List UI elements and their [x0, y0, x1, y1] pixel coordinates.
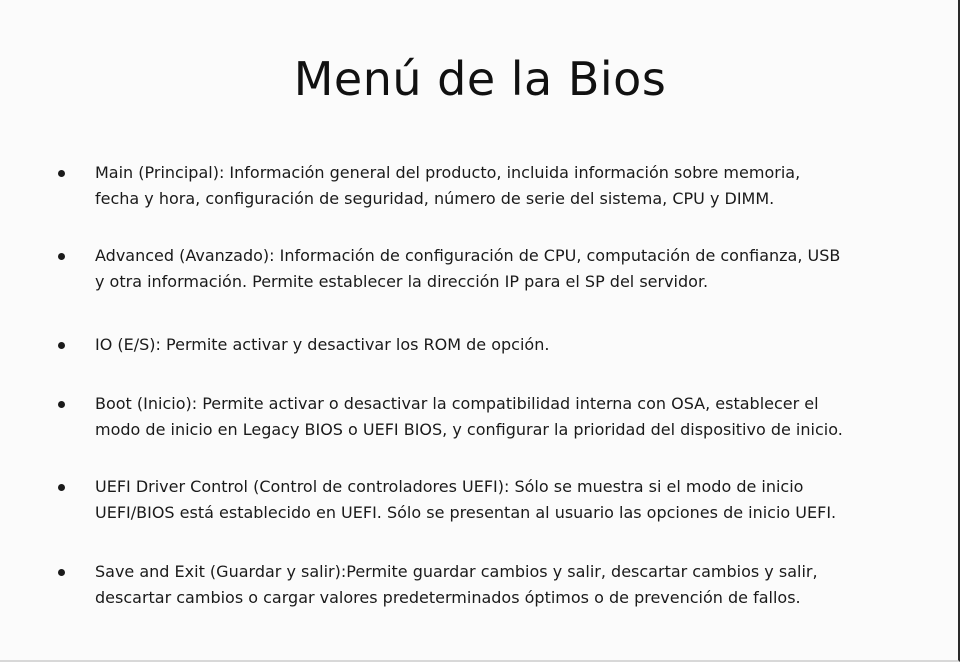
bullet-dot-icon — [58, 170, 65, 177]
bullet-dot-icon — [58, 342, 65, 349]
bullet-text-line: y otra información. Permite establecer la dirección IP para el SP del servidor. — [95, 272, 709, 291]
bullet-text-line: Advanced (Avanzado): Información de configuración de CPU, computación de confianza, USB — [95, 246, 841, 265]
bullet-text-line: UEFI/BIOS está establecido en UEFI. Sólo se presentan al usuario las opciones de inicio UEFI. — [95, 503, 837, 522]
bullet-text-line: IO (E/S): Permite activar y desactivar los ROM de opción. — [95, 335, 550, 354]
bullet-text-line: UEFI Driver Control (Control de controladores UEFI): Sólo se muestra si el modo de inicio — [95, 477, 804, 496]
bullet-dot-icon — [58, 401, 65, 408]
bullet-text-line: fecha y hora, configuración de seguridad, número de serie del sistema, CPU y DIMM. — [95, 189, 775, 208]
bullet-dot-icon — [58, 253, 65, 260]
bullet-text-line: Boot (Inicio): Permite activar o desactivar la compatibilidad interna con OSA, establecer el — [95, 394, 819, 413]
bullet-text-line: descartar cambios o cargar valores predeterminados óptimos o de prevención de fallos. — [95, 588, 801, 607]
slide-title: Menú de la Bios — [293, 52, 667, 106]
bullet-text-line: Save and Exit (Guardar y salir):Permite guardar cambios y salir, descartar cambios y salir, — [95, 562, 818, 581]
bullet-dot-icon — [58, 484, 65, 491]
bullet-dot-icon — [58, 569, 65, 576]
bullet-text-line: modo de inicio en Legacy BIOS o UEFI BIOS, y configurar la prioridad del dispositivo de inicio. — [95, 420, 843, 439]
bullet-text-line: Main (Principal): Información general del producto, incluida información sobre memoria, — [95, 163, 801, 182]
